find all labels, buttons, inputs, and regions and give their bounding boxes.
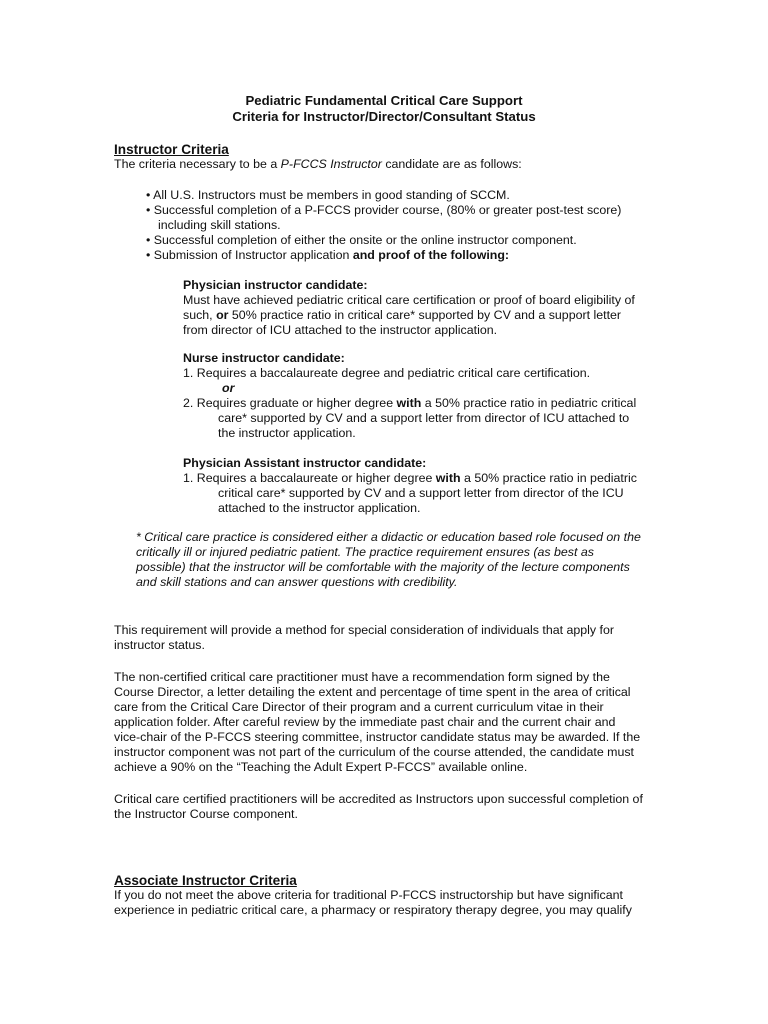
pa-item-1 [183, 471, 637, 486]
instructor-intro-start: The criteria necessary to be a [114, 157, 281, 171]
bullet-item-provider-course-cont: including skill stations. [158, 218, 281, 232]
physician-candidate-heading: Physician instructor candidate: [183, 278, 368, 292]
document-title-line-1: Pediatric Fundamental Critical Care Support [245, 93, 523, 108]
physician-line-3: from director of ICU attached to the instructor application. [183, 323, 498, 337]
associate-instructor-heading: Associate Instructor Criteria [114, 873, 297, 888]
special-consideration-paragraph [114, 623, 614, 653]
footnote-line: critically ill or injured pediatric patient. The practice requirement ensures (as best as [136, 545, 594, 559]
bullet-item-sccm: • All U.S. Instructors must be members in good standing of SCCM. [146, 188, 510, 202]
physician-line-2-end: 50% practice ratio in critical care* supported by CV and a support letter [228, 308, 622, 322]
certified-practitioners-paragraph [114, 792, 643, 822]
physician-candidate-section [183, 278, 635, 338]
bullet-item-provider-course: • Successful completion of a P-FCCS provider course, (80% or greater post-test score) [146, 203, 622, 217]
physician-line-2-or: or [216, 308, 229, 322]
pa-item-1-line-3: attached to the instructor application. [218, 501, 421, 515]
paragraph-line: experience in pediatric critical care, a pharmacy or respiratory therapy degree, you may qualify [114, 903, 632, 917]
associate-instructor-paragraph [114, 888, 632, 918]
nurse-item-2-with: with [396, 396, 422, 410]
nurse-item-2-line-2: care* supported by CV and a support letter from director of ICU attached to [218, 411, 630, 425]
paragraph-line: the Instructor Course component. [114, 807, 298, 821]
pa-item-1-line-2: critical care* supported by CV and a support letter from director of the ICU [218, 486, 624, 500]
bullet-item-instructor-component: • Successful completion of either the onsite or the online instructor component. [146, 233, 577, 247]
critical-care-footnote [136, 530, 641, 590]
bullet-item-application-bold: and proof of the following: [352, 248, 510, 262]
nurse-candidate-heading: Nurse instructor candidate: [183, 351, 345, 365]
bullet-item-application-text: • Submission of Instructor application [146, 248, 353, 262]
paragraph-line: vice-chair of the P-FCCS steering committee, instructor candidate status may be awarded. If the [114, 730, 641, 744]
paragraph-line: Critical care certified practitioners will be accredited as Instructors upon successful completion of [114, 792, 643, 806]
instructor-intro-italic: P-FCCS Instructor [280, 157, 382, 171]
pa-item-1-with: with [435, 471, 461, 485]
non-certified-practitioner-paragraph [114, 670, 640, 775]
paragraph-line: care from the Critical Care Director of their program and a current curriculum vitae in their [114, 700, 604, 714]
pa-item-1-start: 1. Requires a baccalaureate or higher degree [183, 471, 436, 485]
pa-item-1-end: a 50% practice ratio in pediatric [460, 471, 637, 485]
nurse-candidate-section [183, 351, 636, 441]
pa-candidate-heading: Physician Assistant instructor candidate: [183, 456, 427, 470]
paragraph-line: This requirement will provide a method for special consideration of individuals that apply for [114, 623, 615, 637]
bullet-item-application [146, 248, 621, 263]
nurse-item-2-end: a 50% practice ratio in pediatric critical [421, 396, 637, 410]
paragraph-line: instructor status. [114, 638, 205, 652]
nurse-item-2 [183, 396, 636, 411]
document-title-line-2: Criteria for Instructor/Director/Consultant Status [232, 109, 536, 124]
instructor-bullet-list [146, 188, 621, 263]
instructor-intro [114, 157, 522, 172]
footnote-line: * Critical care practice is considered either a didactic or education based role focused on the [136, 530, 641, 544]
footnote-line: and skill stations and can answer questions with credibility. [136, 575, 458, 589]
physician-line-2-start: such, [183, 308, 217, 322]
paragraph-line: Course Director, a letter detailing the extent and percentage of time spent in the area of critical [114, 685, 631, 699]
paragraph-line: achieve a 90% on the “Teaching the Adult Expert P-FCCS” available online. [114, 760, 528, 774]
nurse-item-1: 1. Requires a baccalaureate degree and pediatric critical care certification. [183, 366, 591, 380]
instructor-criteria-heading: Instructor Criteria [114, 142, 229, 157]
pa-candidate-section [183, 456, 637, 516]
paragraph-line: The non-certified critical care practitioner must have a recommendation form signed by the [114, 670, 610, 684]
nurse-or-word: or [222, 381, 235, 395]
nurse-item-2-start: 2. Requires graduate or higher degree [183, 396, 397, 410]
paragraph-line: If you do not meet the above criteria for traditional P-FCCS instructorship but have significant [114, 888, 623, 902]
footnote-line: possible) that the instructor will be comfortable with the majority of the lecture components [136, 560, 630, 574]
nurse-item-2-line-3: the instructor application. [218, 426, 356, 440]
paragraph-line: instructor component was not part of the curriculum of the course attended, the candidate must [114, 745, 635, 759]
instructor-intro-end: candidate are as follows: [381, 157, 522, 171]
paragraph-line: application folder. After careful review by the immediate past chair and the current chair and [114, 715, 616, 729]
physician-line-2 [183, 308, 635, 323]
physician-line-1: Must have achieved pediatric critical care certification or proof of board eligibility of [183, 293, 635, 307]
